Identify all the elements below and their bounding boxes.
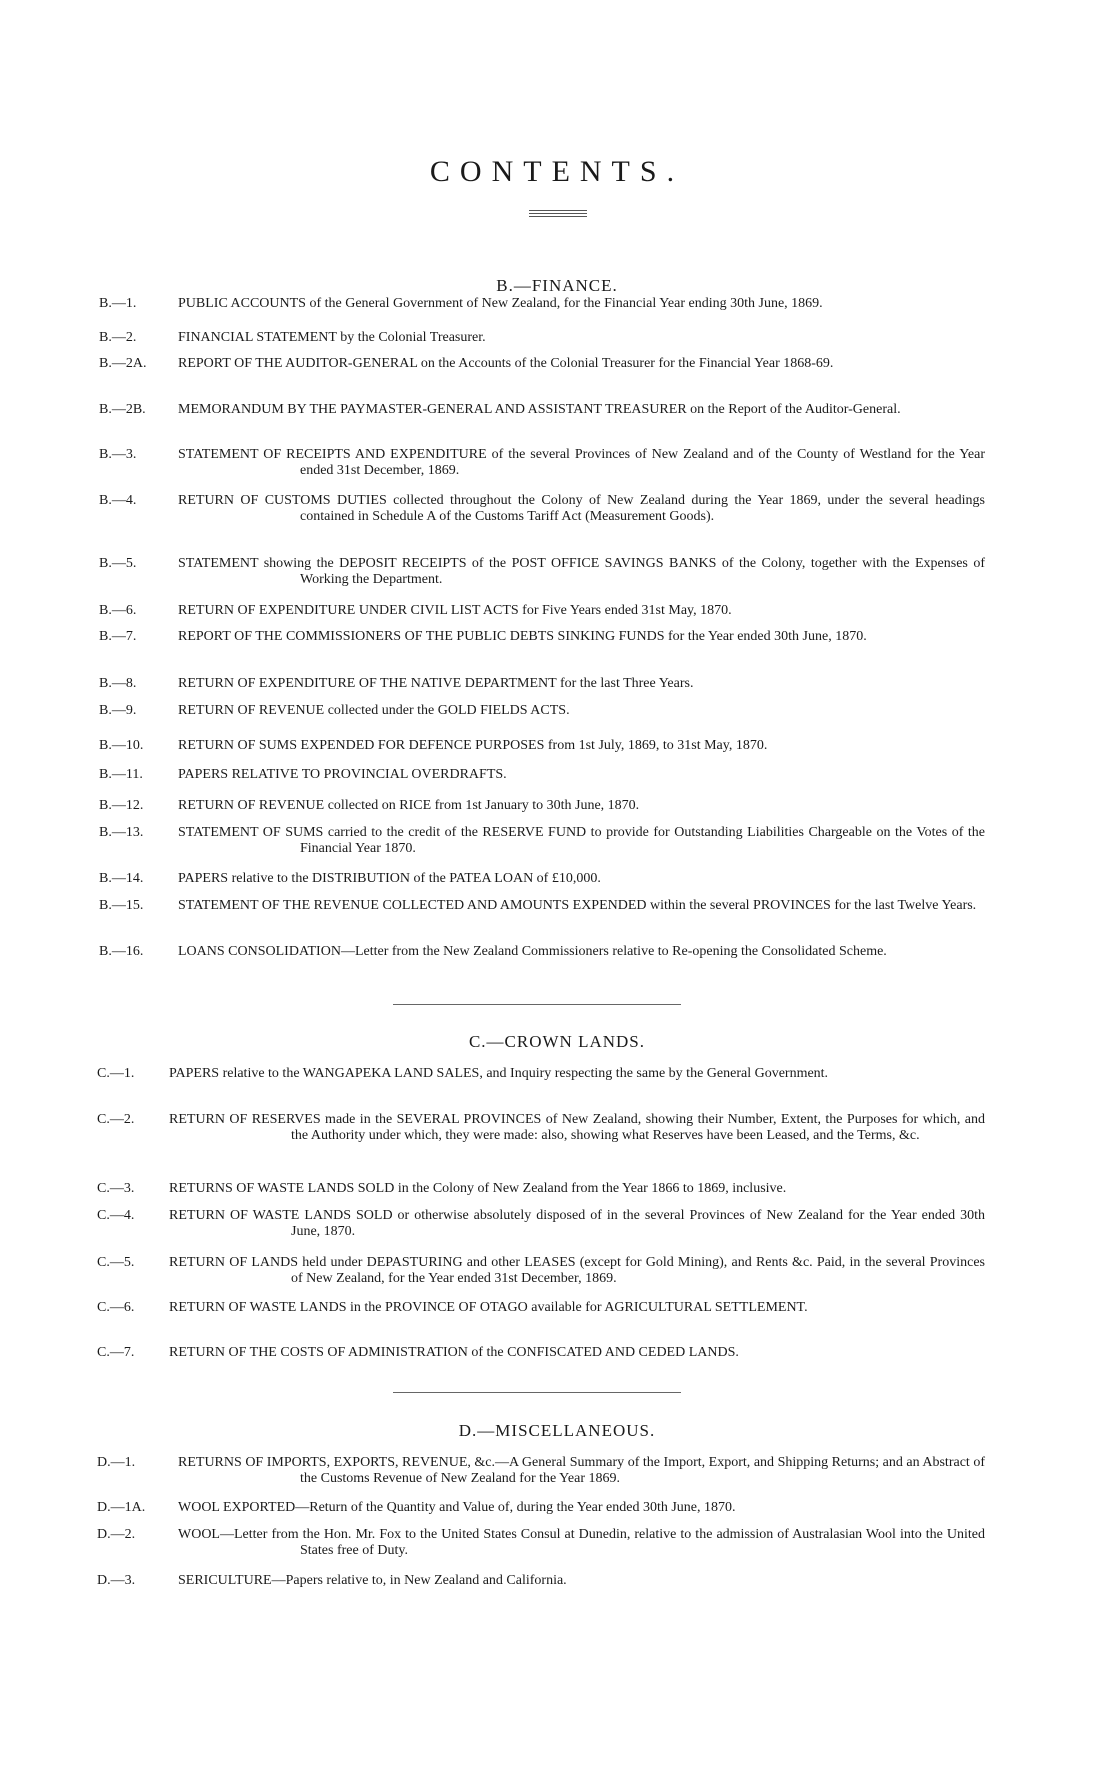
entry-text: RETURN OF EXPENDITURE UNDER CIVIL LIST ACTS for Five Years ended 31st May, 1870. xyxy=(178,603,732,618)
entry-text: RETURN OF WASTE LANDS SOLD or otherwise absolutely disposed of in the several Provinces of New Zealand for the Year ended 30th June, 1870. xyxy=(169,1208,985,1239)
entry-code: B.—10. xyxy=(99,738,144,753)
entry-code: C.—7. xyxy=(97,1345,135,1360)
entry-text: RETURNS OF IMPORTS, EXPORTS, REVENUE, &c.—A General Summary of the Import, Export, and Shipping Returns; and an Abstract of the Customs Revenue of New Zealand for the Year 1869. xyxy=(178,1455,985,1486)
entry-text: WOOL EXPORTED—Return of the Quantity and Value of, during the Year ended 30th June, 1870. xyxy=(178,1500,736,1515)
entry-code: B.—4. xyxy=(99,493,137,508)
entry-text: FINANCIAL STATEMENT by the Colonial Treasurer. xyxy=(178,330,486,345)
entry-text: MEMORANDUM BY THE PAYMASTER-GENERAL AND ASSISTANT TREASURER on the Report of the Auditor-General. xyxy=(178,402,901,417)
entry-code: C.—5. xyxy=(97,1255,135,1270)
entry-text: REPORT OF THE AUDITOR-GENERAL on the Accounts of the Colonial Treasurer for the Financial Year 1868-69. xyxy=(178,356,834,371)
entry-text: PUBLIC ACCOUNTS of the General Government of New Zealand, for the Financial Year ending 30th June, 1869. xyxy=(178,296,823,311)
entry-code: C.—1. xyxy=(97,1066,135,1081)
entry-code: B.—16. xyxy=(99,944,144,959)
entry-text: STATEMENT OF SUMS carried to the credit of the RESERVE FUND to provide for Outstanding Liabilities Chargeable on the Votes of the Financial Year 1870. xyxy=(178,825,985,856)
entry-code: D.—2. xyxy=(97,1527,136,1542)
entry-text: RETURN OF REVENUE collected on RICE from 1st January to 30th June, 1870. xyxy=(178,798,640,813)
entry-text: PAPERS relative to the DISTRIBUTION of the PATEA LOAN of £10,000. xyxy=(178,871,601,886)
entry-code: B.—3. xyxy=(99,447,137,462)
entry-text: RETURN OF REVENUE collected under the GOLD FIELDS ACTS. xyxy=(178,703,570,718)
entry-code: B.—2. xyxy=(99,330,137,345)
section-divider xyxy=(393,1004,681,1005)
entry-text: RETURN OF SUMS EXPENDED FOR DEFENCE PURPOSES from 1st July, 1869, to 31st May, 1870. xyxy=(178,738,768,753)
entry-code: B.—8. xyxy=(99,676,137,691)
entry-code: D.—1. xyxy=(97,1455,136,1470)
entry-code: C.—2. xyxy=(97,1112,135,1127)
entry-code: B.—11. xyxy=(99,767,143,782)
entry-code: B.—6. xyxy=(99,603,137,618)
entry-text: LOANS CONSOLIDATION—Letter from the New Zealand Commissioners relative to Re-opening the Consolidated Scheme. xyxy=(178,944,887,959)
entry-code: D.—1A. xyxy=(97,1500,146,1515)
entry-text: RETURN OF CUSTOMS DUTIES collected throughout the Colony of New Zealand during the Year 1869, under the several headings contained in Schedule A of the Customs Tariff Act (Measurement Goods). xyxy=(178,493,985,524)
section-heading-crown-lands: C.—CROWN LANDS. xyxy=(468,1032,646,1051)
entry-code: C.—4. xyxy=(97,1208,135,1223)
entry-code: C.—3. xyxy=(97,1181,135,1196)
entry-code: B.—12. xyxy=(99,798,144,813)
entry-text: PAPERS RELATIVE TO PROVINCIAL OVERDRAFTS. xyxy=(178,767,507,782)
entry-text: RETURN OF WASTE LANDS in the PROVINCE OF OTAGO available for AGRICULTURAL SETTLEMENT. xyxy=(169,1300,808,1315)
entry-text: PAPERS relative to the WANGAPEKA LAND SALES, and Inquiry respecting the same by the General Government. xyxy=(169,1066,829,1081)
entry-text: RETURN OF RESERVES made in the SEVERAL PROVINCES of New Zealand, showing their Number, Extent, the Purposes for which, and the Authority under which, they were made: also, showing what Reserves have been Leased, and the Terms, &c. xyxy=(169,1112,985,1143)
section-divider xyxy=(393,1392,681,1393)
entry-text: STATEMENT showing the DEPOSIT RECEIPTS of the POST OFFICE SAVINGS BANKS of the Colony, together with the Expenses of Working the Department. xyxy=(178,556,985,587)
entry-code: C.—6. xyxy=(97,1300,135,1315)
entry-code: B.—7. xyxy=(99,629,137,644)
entry-text: RETURNS OF WASTE LANDS SOLD in the Colony of New Zealand from the Year 1866 to 1869, inclusive. xyxy=(169,1181,787,1196)
entry-text: RETURN OF LANDS held under DEPASTURING and other LEASES (except for Gold Mining), and Rents &c. Paid, in the several Provinces of New Zealand, for the Year ended 31st December, 1869. xyxy=(169,1255,985,1286)
entry-code: B.—2A. xyxy=(99,356,147,371)
entry-code: B.—2B. xyxy=(99,402,146,417)
title-rule xyxy=(529,210,587,219)
entry-code: B.—13. xyxy=(99,825,144,840)
entry-code: D.—3. xyxy=(97,1573,136,1588)
section-heading-miscellaneous: D.—MISCELLANEOUS. xyxy=(458,1421,656,1440)
entry-text: RETURN OF EXPENDITURE OF THE NATIVE DEPARTMENT for the last Three Years. xyxy=(178,676,694,691)
entry-code: B.—14. xyxy=(99,871,144,886)
entry-text: WOOL—Letter from the Hon. Mr. Fox to the United States Consul at Dunedin, relative to the admission of Australasian Wool into the United States free of Duty. xyxy=(178,1527,985,1558)
entry-code: B.—9. xyxy=(99,703,137,718)
entry-text: SERICULTURE—Papers relative to, in New Zealand and California. xyxy=(178,1573,567,1588)
entry-text: REPORT OF THE COMMISSIONERS OF THE PUBLIC DEBTS SINKING FUNDS for the Year ended 30th June, 1870. xyxy=(178,629,867,644)
entry-text: STATEMENT OF THE REVENUE COLLECTED AND AMOUNTS EXPENDED within the several PROVINCES for the last Twelve Years. xyxy=(178,898,977,913)
page-title: CONTENTS. xyxy=(429,155,685,188)
entry-text: STATEMENT OF RECEIPTS AND EXPENDITURE of the several Provinces of New Zealand and of the County of Westland for the Year ended 31st December, 1869. xyxy=(178,447,985,478)
entry-text: RETURN OF THE COSTS OF ADMINISTRATION of the CONFISCATED AND CEDED LANDS. xyxy=(169,1345,739,1360)
section-heading-finance: B.—FINANCE. xyxy=(496,276,618,295)
entry-code: B.—1. xyxy=(99,296,137,311)
entry-code: B.—5. xyxy=(99,556,137,571)
entry-code: B.—15. xyxy=(99,898,144,913)
